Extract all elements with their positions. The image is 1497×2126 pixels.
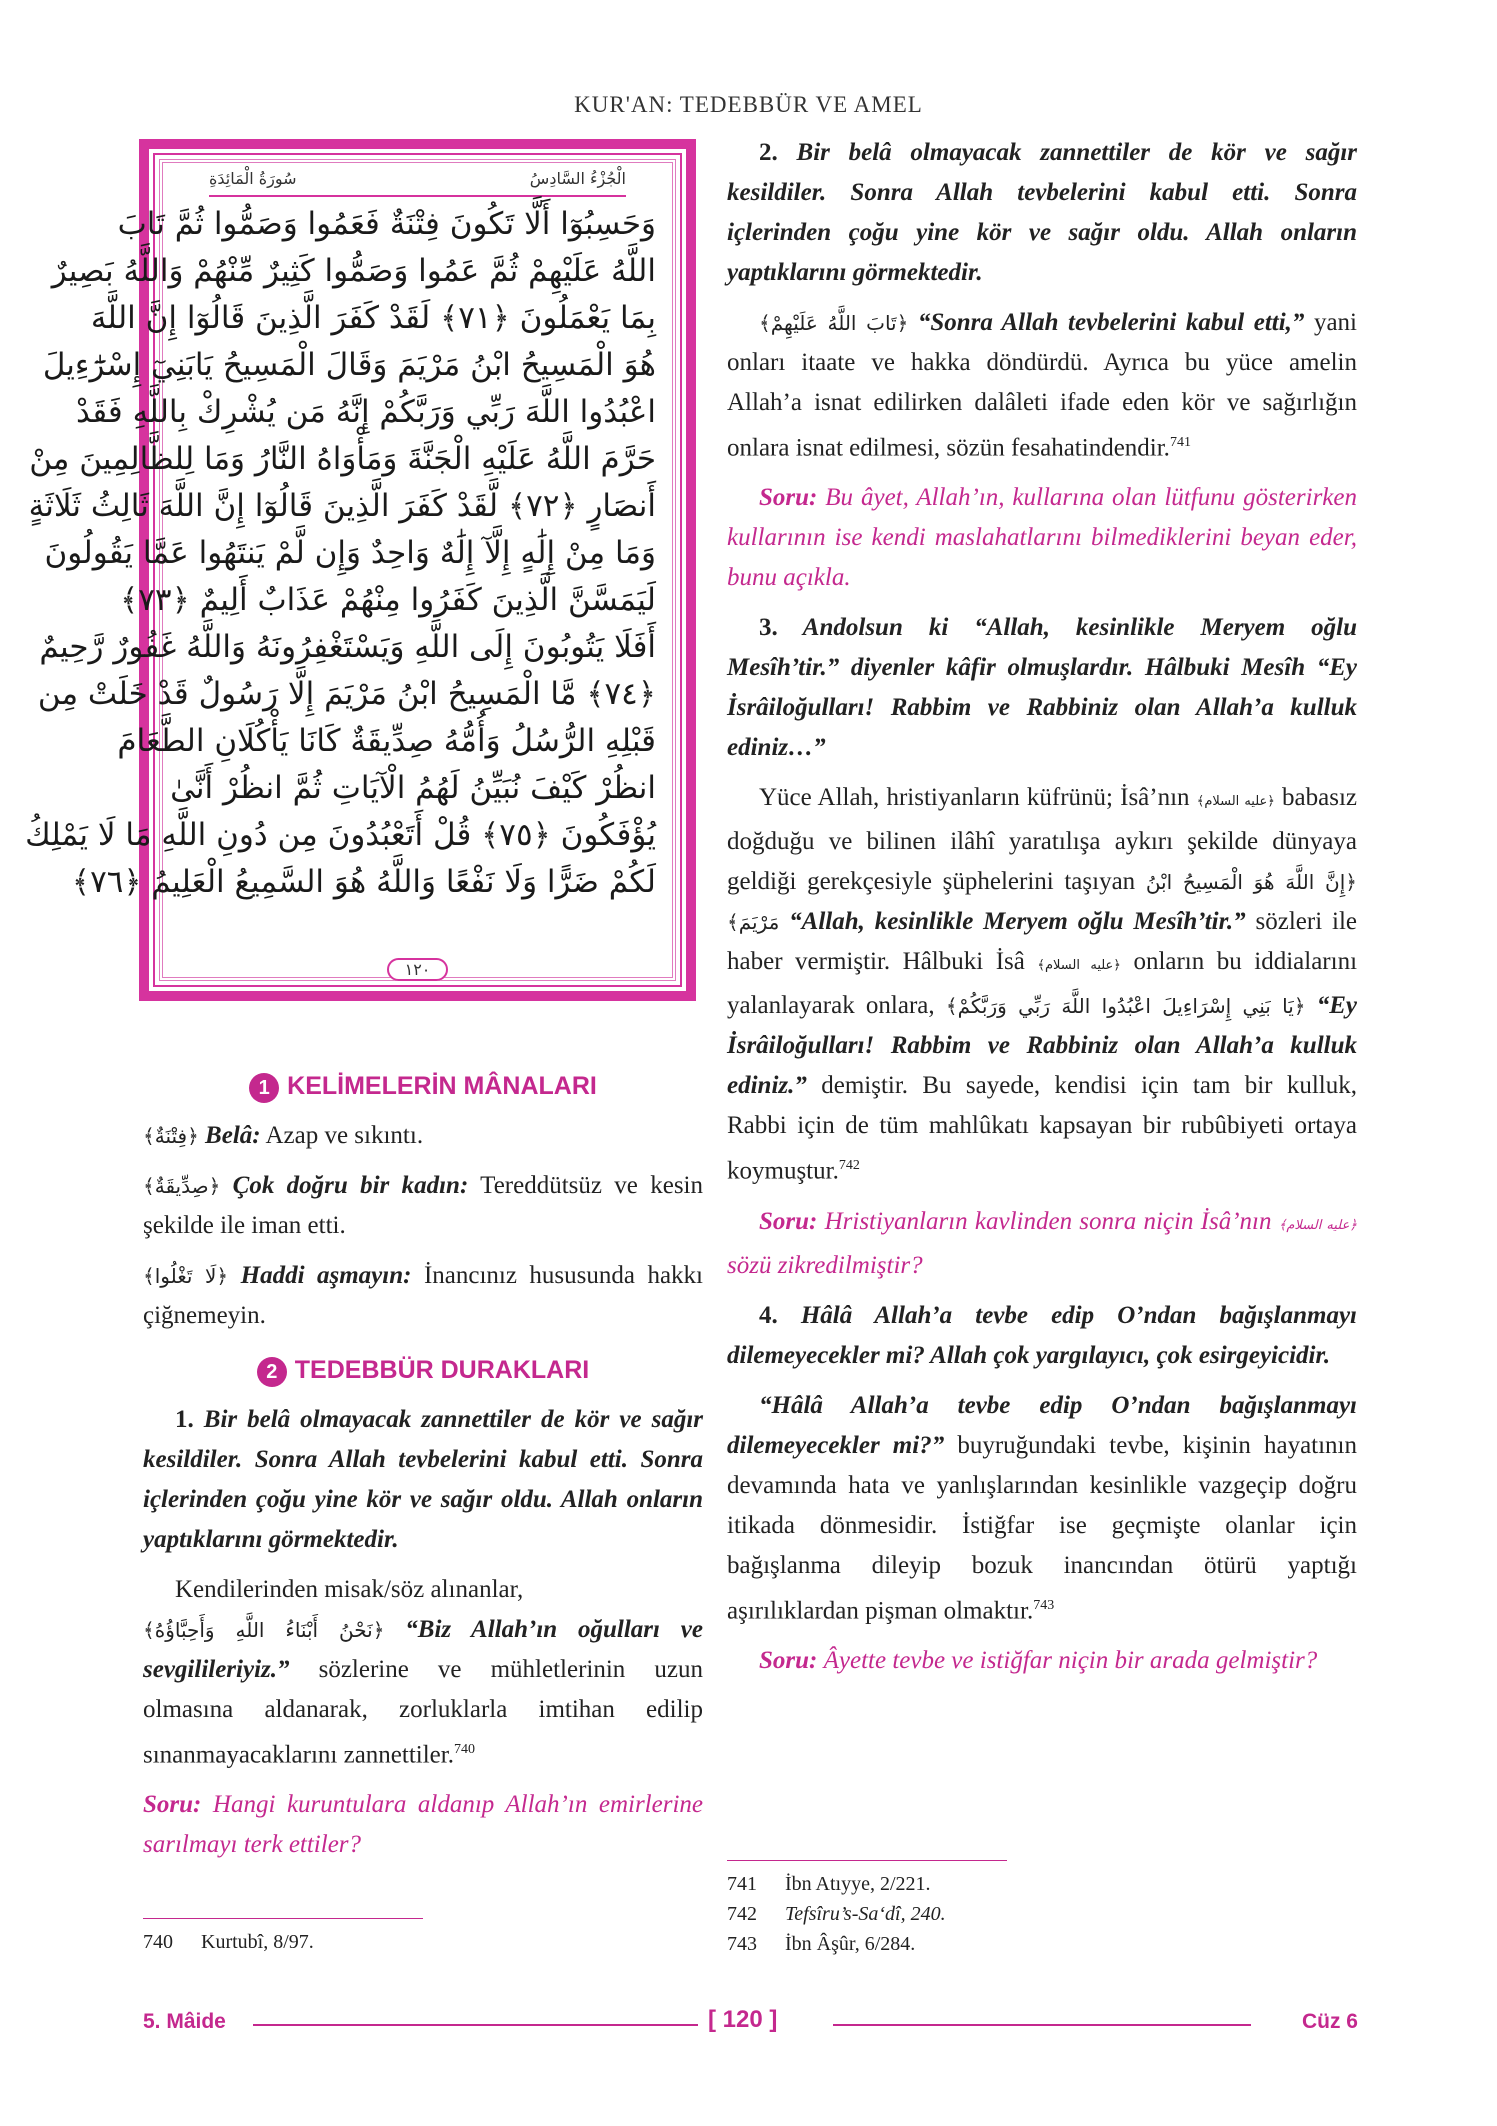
- footer-surah: 5. Mâide: [143, 2010, 226, 2033]
- footnote: 740 Kurtubî, 8/97.: [143, 1931, 314, 1953]
- mushaf-line: لَيَمَسَّنَّ الَّذِينَ كَفَرُوا مِنْهُمْ عَذَابٌ أَلِيمٌ ﴿٧٣﴾: [120, 582, 656, 618]
- footnote-ref: 743: [1033, 1597, 1055, 1613]
- question: Soru: Âyette tevbe ve istiğfar niçin bir arada gelmiştir?: [759, 1646, 1318, 1674]
- question: Soru: Hristiyanların kavlinden sonra niçin İsâ’nın ﴿عليه السلام﴾ sözü zikredilmiştir?: [727, 1207, 1357, 1279]
- footnote: 741 İbn Atıyye, 2/221.: [727, 1873, 931, 1895]
- footnote: 743 İbn Âşûr, 6/284.: [727, 1933, 916, 1955]
- mushaf-line: قَبْلِهِ الرُّسُلُ وَأُمُّهُ صِدِّيقَةٌ كَانَا يَأْكُلَانِ الطَّعَامَ: [117, 723, 656, 759]
- mushaf-line: اللَّهُ عَلَيْهِمْ ثُمَّ عَمُوا وَصَمُّوا كَثِيرٌ مِّنْهُمْ وَاللَّهُ بَصِيرٌ: [51, 253, 656, 289]
- section-number-badge: 2: [257, 1357, 287, 1387]
- section-heading-tedebbur: 2 TEDEBBÜR DURAKLARI: [143, 1350, 703, 1390]
- mushaf-line: هُوَ الْمَسِيحُ ابْنُ مَرْيَمَ وَقَالَ الْمَسِيحُ يَابَنِيٓ إِسْرَٰٓءِيلَ: [42, 347, 656, 383]
- paragraph: ﴿تَابَ اللَّهُ عَلَيْهِمْ﴾ “Sonra Allah tevbelerini kabul etti,” yani onları itaate ve hakka döndürdü. Ayrıca bu yüce amelin Allah’a isnat edilirken dalâleti ifade eden kör ve sağırlığın onlara isnat edilmesi, sözün fesahatindendir.$^{741}$: [727, 309, 1357, 462]
- mushaf-page-frame: [25, 139, 696, 1001]
- mushaf-line: يُؤْفَكُونَ ﴿٧٥﴾ قُلْ أَتَعْبُدُونَ مِن دُونِ اللَّهِ مَا لَا يَمْلِكُ: [25, 817, 656, 853]
- mushaf-surah-label: سُورَةُ الْمَائِدَةِ: [209, 169, 297, 188]
- word-definition: ﴿لَا تَغْلُوا﴾ Haddi aşmayın: İnancınız hususunda hakkı çiğnemeyin.: [143, 1262, 703, 1329]
- footer-page-number: [ 120 ]: [708, 2006, 778, 2033]
- mushaf-line: أَنصَارٍ ﴿٧٢﴾ لَّقَدْ كَفَرَ الَّذِينَ قَالُوٓا إِنَّ اللَّهَ ثَالِثُ ثَلَاثَةٍ: [28, 488, 656, 524]
- mushaf-line: وَمَا مِنْ إِلَٰهٍ إِلَّآ إِلَٰهٌ وَاحِدٌ وَإِن لَّمْ يَنتَهُوا عَمَّا يَقُولُونَ: [44, 535, 656, 571]
- running-head: KUR'AN: TEDEBBÜR VE AMEL: [574, 92, 923, 117]
- mushaf-line: لَكُمْ ضَرًّا وَلَا نَفْعًا وَاللَّهُ هُوَ السَّمِيعُ الْعَلِيمُ ﴿٧٦﴾: [71, 864, 656, 900]
- mushaf-line: انظُرْ كَيْفَ نُبَيِّنُ لَهُمُ الْآيَاتِ ثُمَّ انظُرْ أَنَّىٰ: [170, 770, 656, 806]
- section-number-badge: 1: [249, 1073, 279, 1103]
- verse-meaning: 1. Bir belâ olmayacak zannettiler de kör ve sağır kesildiler. Sonra Allah tevbelerini kabul etti. Sonra içlerinden çoğu yine kör ve sağır oldu. Allah onların yaptıklarını görmektedir.: [143, 1406, 703, 1553]
- mushaf-header: [209, 169, 626, 197]
- footer-juz: Cüz 6: [1301, 2010, 1358, 2033]
- mushaf-line: أَفَلَا يَتُوبُونَ إِلَى اللَّهِ وَيَسْتَغْفِرُونَهُ وَاللَّهُ غَفُورٌ رَّحِيمٌ: [39, 629, 656, 665]
- mushaf-line: وَحَسِبُوٓا أَلَّا تَكُونَ فِتْنَةٌ فَعَمُوا وَصَمُّوا ثُمَّ تَابَ: [117, 206, 656, 242]
- verse-meaning: 2. Bir belâ olmayacak zannettiler de kör ve sağır kesildiler. Sonra Allah tevbelerini kabul etti. Sonra içlerinden çoğu yine kör ve sağır oldu. Allah onların yaptıklarını görmektedir.: [727, 139, 1357, 286]
- mushaf-line: بِمَا يَعْمَلُونَ ﴿٧١﴾ لَقَدْ كَفَرَ الَّذِينَ قَالُوٓا إِنَّ اللَّهَ: [90, 300, 656, 336]
- mushaf-line: حَرَّمَ اللَّهُ عَلَيْهِ الْجَنَّةَ وَمَأْوَاهُ النَّارُ وَمَا لِلظَّالِمِينَ مِنْ: [29, 441, 656, 477]
- question: Soru: Hangi kuruntulara aldanıp Allah’ın emirlerine sarılmayı terk ettiler?: [143, 1791, 703, 1859]
- mushaf-text: [25, 201, 656, 951]
- left-column: [143, 1058, 703, 1875]
- page-footer: [143, 2006, 1358, 2040]
- word-definition: ﴿فِتْنَةٌ﴾ Belâ: Azap ve sıkıntı.: [143, 1122, 424, 1149]
- word-definition: ﴿صِدِّيقَةٌ﴾ Çok doğru bir kadın: Tereddütsüz ve kesin şekilde ile iman etti.: [143, 1172, 703, 1239]
- mushaf-line: اعْبُدُوا اللَّهَ رَبِّي وَرَبَّكُمْ إِنَّهُ مَن يُشْرِكْ بِاللَّهِ فَقَدْ: [75, 394, 656, 430]
- verse-meaning: 3. Andolsun ki “Allah, kesinlikle Meryem oğlu Mesîh’tir.” diyenler kâfir olmuşlardır. Hâlbuki Mesîh “Ey İsrâiloğulları! Rabbim ve Rabbiniz olan Allah’a kulluk ediniz…”: [727, 614, 1357, 762]
- mushaf-line: ﴿٧٤﴾ مَّا الْمَسِيحُ ابْنُ مَرْيَمَ إِلَّا رَسُولٌ قَدْ خَلَتْ مِن: [37, 676, 656, 712]
- paragraph: “Hâlâ Allah’a tevbe edip O’ndan bağışlanmayı dilemeyecekler mi?” buyruğundaki tevbe, kişinin hayatının devamında hata ve yanlışlarından kesinlikle vazgeçip doğru itikada dönmesidir. İstiğfar ise geçmişte olanlar için bağışlanma dileyip bozuk inancından ötürü yaptığı aşırılıklardan pişman olmaktır.$^{743}$: [727, 1391, 1358, 1624]
- right-column: [727, 133, 1357, 1691]
- mushaf-page-number: ١٢٠: [149, 960, 686, 979]
- question: Soru: Bu âyet, Allah’ın, kullarına olan lütfunu gösterirken kullarının ise kendi maslahatlarını bilmediklerini beyan eder, bunu açıkla.: [727, 484, 1357, 592]
- footnote-ref: 741: [1169, 435, 1191, 450]
- left-footnotes: [143, 1918, 703, 1957]
- footnote-ref: 742: [838, 1158, 860, 1174]
- mushaf-juz-label: الْجُزْءُ السَّادِسُ: [529, 169, 626, 188]
- section-heading-kelimeler: 1 KELİMELERİN MÂNALARI: [143, 1066, 703, 1106]
- paragraph: Kendilerinden misak/söz alınanlar, ﴿نَحْنُ أَبْنَاءُ اللَّهِ وَأَحِبَّاؤُهُ﴾ “Biz Allah’ın oğulları ve sevgilileriyiz.” sözlerine ve mühletlerinin uzun olmasına aldanarak, zorluklarla imtihan edilip sınanmayacaklarını zannettiler.$^{740}$: [143, 1576, 703, 1769]
- footnote-ref: 740: [453, 1742, 475, 1757]
- right-footnotes: [727, 1860, 1357, 1959]
- footnote: 742 Tefsîru’s-Sa‘dî, 240.: [727, 1903, 946, 1925]
- verse-meaning: 4. Hâlâ Allah’a tevbe edip O’ndan bağışlanmayı dilemeyecekler mi? Allah çok yargılayıcı, çok esirgeyicidir.: [727, 1301, 1357, 1369]
- paragraph: Yüce Allah, hristiyanların küfrünü; İsâ’nın ﴿عليه السلام﴾ babasız doğduğu ve bilinen ilâhî yaratılışa aykırı şekilde dünyaya geldiği gerekçesiyle şüphelerini taşıyan ﴿إِنَّ اللَّهَ هُوَ الْمَسِيحُ ابْنُ مَرْيَمَ﴾ “Allah, kesinlikle Meryem oğlu Mesîh’tir.” sözleri ile haber vermiştir. Hâlbuki İsâ ﴿عليه السلام﴾ onların bu iddialarını yalanlayarak onlara, ﴿يَا بَنِي إِسْرَاءِيلَ اعْبُدُوا اللَّهَ رَبِّي وَرَبَّكُمْ﴾ “Ey İsrâiloğulları! Rabbim ve Rabbiniz olan Allah’a kulluk ediniz.” demiştir. Bu sayede, kendisi için tam bir kulluk, Rabbi için de tüm mahlûkatı kapsayan bir rubûbiyeti ortaya koymuştur.$^{742}$: [727, 784, 1358, 1185]
